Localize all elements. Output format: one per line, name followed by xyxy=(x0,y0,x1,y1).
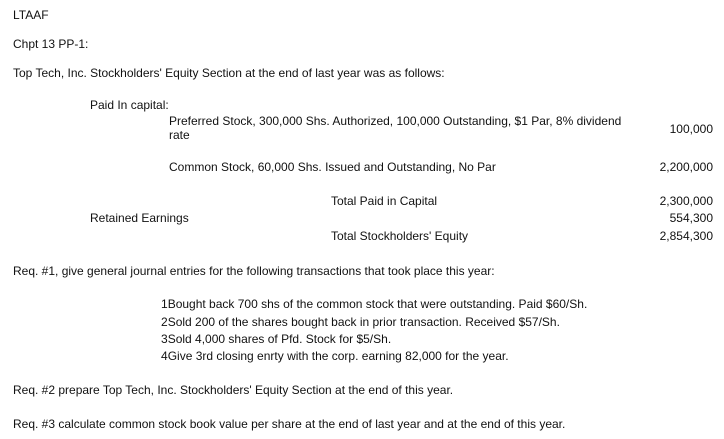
transaction-text: Bought back 700 shs of the common stock that were outstanding. Paid $60/Sh. xyxy=(167,297,588,311)
total-equity-label: Total Stockholders' Equity xyxy=(331,229,469,243)
transaction-number: 2 xyxy=(161,315,168,329)
course-code: LTAAF xyxy=(13,8,49,22)
total-paid-in-label: Total Paid in Capital xyxy=(331,194,438,208)
transaction-number: 1 xyxy=(161,297,168,311)
requirement-2: Req. #2 prepare Top Tech, Inc. Stockholders' Equity Section at the end of this year. xyxy=(13,383,454,397)
requirement-3: Req. #3 calculate common stock book value per share at the end of last year and at the end of this year. xyxy=(13,417,566,431)
paid-in-capital-label: Paid In capital: xyxy=(90,98,169,112)
requirement-1: Req. #1, give general journal entries for the following transactions that took place this year: xyxy=(13,264,495,278)
problem-reference: Chpt 13 PP-1: xyxy=(13,37,89,51)
transaction-text: Give 3rd closing enrty with the corp. earning 82,000 for the year. xyxy=(167,349,509,363)
total-paid-in-value: 2,300,000 xyxy=(659,194,713,208)
list-item xyxy=(161,297,587,311)
list-item xyxy=(161,349,509,363)
retained-earnings-value: 554,300 xyxy=(669,211,713,225)
transaction-number: 4 xyxy=(161,349,168,363)
list-item xyxy=(161,332,391,346)
transaction-number: 3 xyxy=(161,332,168,346)
list-item xyxy=(161,315,560,329)
common-stock-value: 2,200,000 xyxy=(659,160,713,174)
preferred-stock-value: 100,000 xyxy=(669,122,713,136)
transaction-text: Sold 4,000 shares of Pfd. Stock for $5/Sh. xyxy=(167,332,392,346)
preferred-stock-label: Preferred Stock, 300,000 Shs. Authorized, 100,000 Outstanding, $1 Par, 8% dividend rate xyxy=(169,114,622,142)
transaction-text: Sold 200 of the shares bought back in prior transaction. Received $57/Sh. xyxy=(167,315,560,329)
intro-text: Top Tech, Inc. Stockholders' Equity Section at the end of last year was as follows: xyxy=(13,66,445,80)
total-equity-value: 2,854,300 xyxy=(659,229,713,243)
common-stock-label: Common Stock, 60,000 Shs. Issued and Outstanding, No Par xyxy=(169,160,496,174)
retained-earnings-label: Retained Earnings xyxy=(90,211,189,225)
